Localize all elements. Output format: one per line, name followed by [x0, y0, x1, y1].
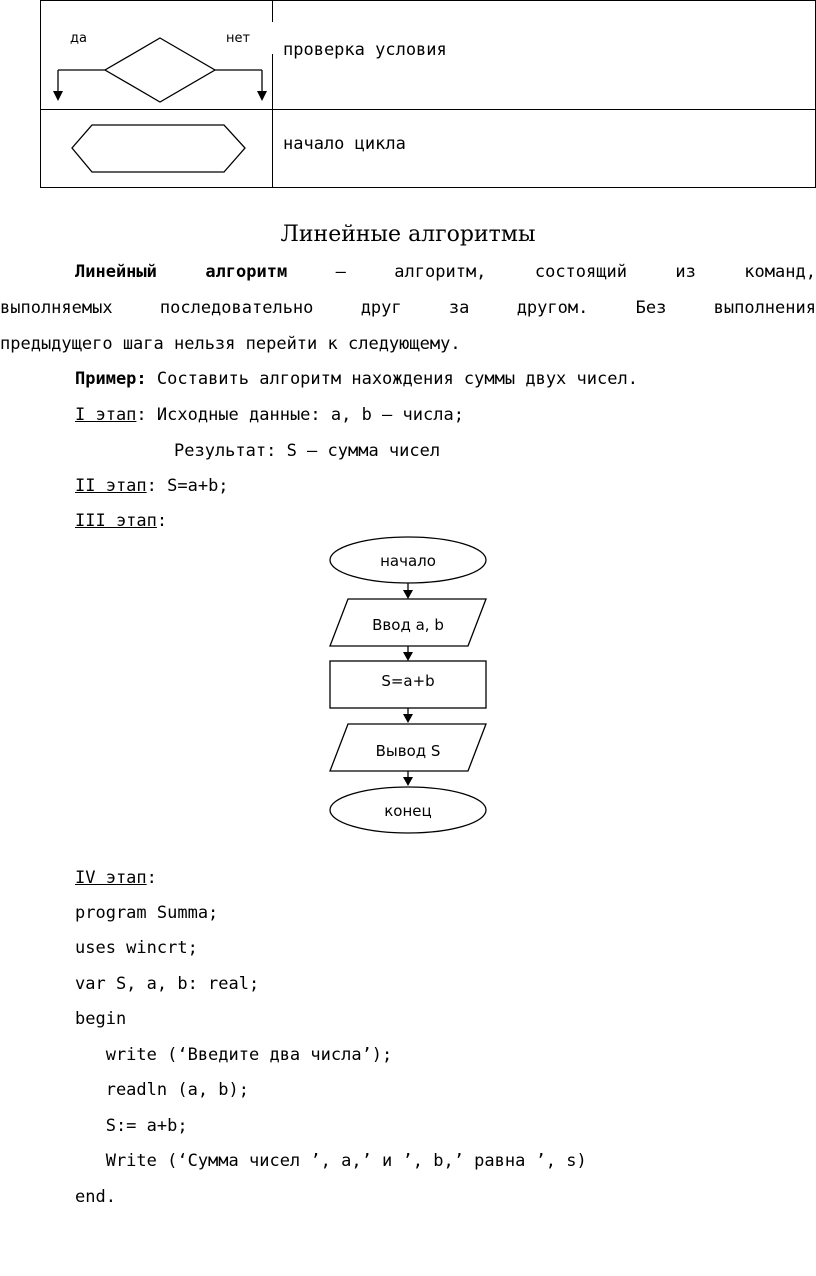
definition-word: команд,	[744, 262, 816, 282]
definition-word: выполнения	[713, 298, 816, 318]
term-word-2: алгоритм	[205, 262, 288, 282]
stage-3-line	[75, 511, 167, 531]
definition-word: выполняемых	[0, 298, 113, 318]
definition-word: из	[675, 262, 696, 282]
stage-4-line	[75, 868, 157, 888]
table-border-divider	[272, 54, 273, 188]
table-border-divider-top	[272, 0, 273, 22]
definition-word: состоящий	[534, 262, 627, 282]
example-label: Пример:	[75, 369, 147, 389]
flowchart-arrowhead	[403, 590, 413, 599]
flowchart-start-label: начало	[380, 552, 436, 570]
flowchart-process-label: S=a+b	[381, 672, 435, 690]
definition-word: Без	[635, 298, 667, 318]
definition-word: последовательно	[159, 298, 314, 318]
definition-line-2	[0, 298, 816, 318]
flowchart-arrowhead	[403, 777, 413, 786]
definition-word: другом.	[516, 298, 589, 318]
flowchart-input-label: Ввод a, b	[372, 616, 444, 634]
stage-2-text: : S=a+b;	[146, 476, 229, 496]
decision-yes-label: да	[70, 31, 87, 46]
definition-line-1	[75, 262, 816, 282]
decision-symbol	[40, 0, 272, 109]
code-line: readln (a, b);	[75, 1080, 249, 1100]
stage-1-text: : Исходные данные: a, b – числа;	[136, 405, 464, 425]
stage-4-text: :	[146, 868, 157, 888]
stage-2-line	[75, 476, 229, 496]
stage-2-label: II этап	[75, 476, 147, 496]
decision-description: проверка условия	[283, 40, 447, 60]
flowchart-arrowhead	[403, 714, 413, 723]
flowchart-end-label: конец	[384, 802, 432, 820]
section-title: Линейные алгоритмы	[280, 222, 536, 247]
stage-1-label: I этап	[75, 405, 137, 425]
loop-description: начало цикла	[283, 134, 406, 154]
stage-1-result: Результат: S – сумма чисел	[174, 441, 441, 461]
definition-word: друг	[360, 298, 402, 318]
example-line	[75, 369, 638, 389]
code-line: var S, a, b: real;	[75, 974, 260, 994]
symbols-table	[40, 0, 816, 188]
example-text: Составить алгоритм нахождения суммы двух чисел.	[146, 369, 638, 389]
term-word-1: Линейный	[75, 262, 157, 282]
flowchart-output-label: Вывод S	[375, 742, 441, 760]
code-line: write (‘Введите два числа’);	[75, 1045, 393, 1065]
loop-start-symbol	[40, 110, 272, 188]
flowchart	[328, 533, 490, 837]
flowchart-arrowhead	[403, 652, 413, 661]
code-line: Write (‘Сумма чисел ’, a,’ и ’, b,’ равна ’, s)	[75, 1151, 587, 1171]
code-line: end.	[75, 1187, 116, 1207]
code-line: begin	[75, 1009, 127, 1029]
definition-word: алгоритм,	[394, 262, 487, 282]
decision-no-label: нет	[226, 31, 251, 46]
stage-3-text: :	[156, 511, 168, 531]
definition-word: за	[448, 298, 470, 318]
stage-4-label: IV этап	[75, 868, 147, 888]
stage-1-line	[75, 405, 464, 425]
code-line: S:= a+b;	[75, 1116, 188, 1136]
code-line: program Summa;	[75, 903, 219, 923]
stage-3-label: III этап	[75, 511, 157, 531]
definition-line-3: предыдущего шага нельзя перейти к следующему.	[0, 334, 461, 354]
definition-word: –	[335, 262, 346, 282]
code-line: uses wincrt;	[75, 938, 198, 958]
